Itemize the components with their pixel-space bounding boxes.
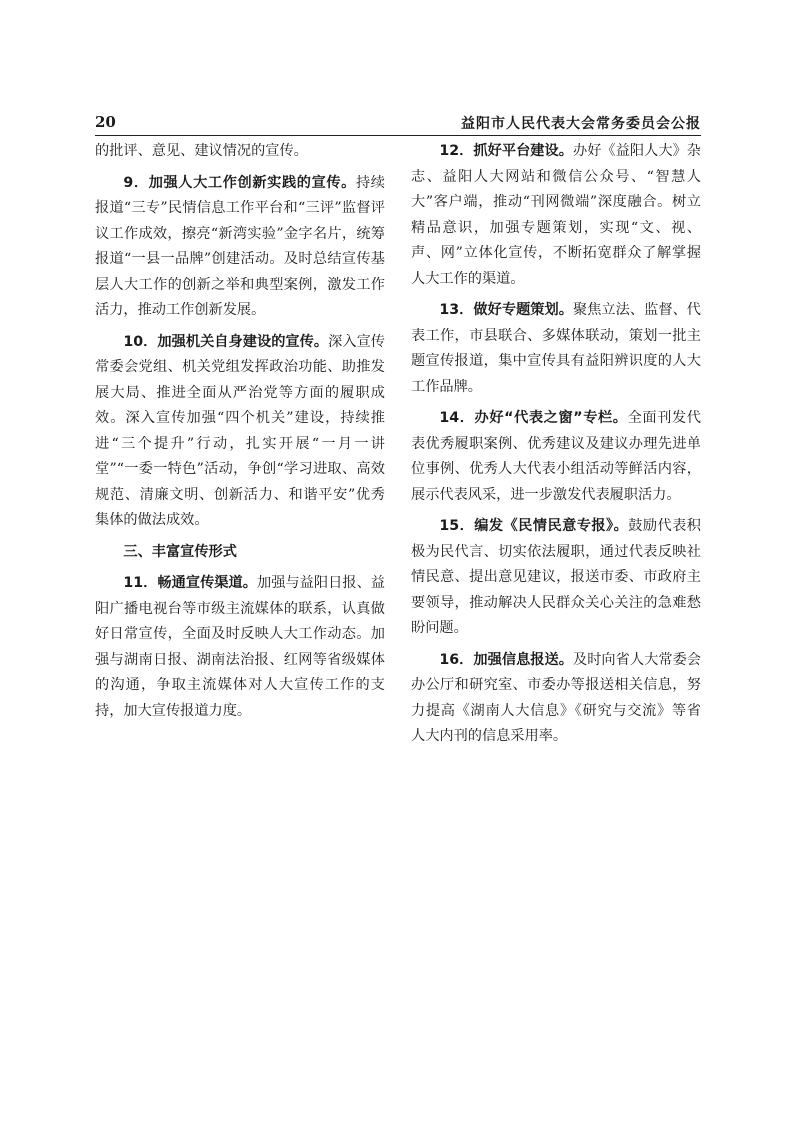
- paragraph-text: 鼓励代表积极为民代言、切实依法履职，通过代表反映社情民意、提出意见建议，报送市委、市政府主要领导，推动解决人民群众关心关注的急难愁盼问题。: [411, 518, 701, 636]
- paragraph-13: [411, 298, 701, 400]
- paragraph-text: 全面刊发代表优秀履职案例、优秀建议及建议办理先进单位事例、优秀人大代表小组活动等鲜活内容，展示代表风采，进一步激发代表履职活力。: [411, 410, 701, 503]
- paragraph-10: [95, 330, 385, 534]
- item-lead: 15．编发《民情民意专报》。: [439, 518, 629, 534]
- item-lead: 14．办好“代表之窗”专栏。: [439, 410, 628, 426]
- page-number: 20: [95, 113, 116, 131]
- paragraph-14: [411, 406, 701, 508]
- paragraph-continuation: [95, 139, 385, 165]
- page-header: [95, 113, 701, 136]
- item-lead: 16．加强信息报送。: [439, 651, 573, 668]
- item-lead: 12．抓好平台建设。: [439, 143, 573, 159]
- paragraph-12: [411, 139, 701, 292]
- item-lead: 9．加强人大工作创新实践的宣传。: [123, 174, 356, 191]
- journal-title: 益阳市人民代表大会常务委员会公报: [461, 116, 701, 132]
- paragraph-text: 深入宣传常委会党组、机关党组发挥政治功能、助推发展大局、推进全面从严治党等方面的履职成效。深入宣传加强“四个机关”建设，持续推进“三个提升”行动，扎实开展“一月一讲堂”“一委一特色”活动，争创“学习进取、高效规范、清廉文明、创新活力、和谐平安”优秀集体的做法成效。: [95, 333, 385, 528]
- item-lead: 13．做好专题策划。: [439, 302, 573, 318]
- paragraph-16: [411, 648, 701, 750]
- paragraph-text: 持续报道“三专”民情信息工作平台和“三评”监督评议工作成效，擦亮“新湾实验”金字名片，统筹报道“一县一品牌”创建活动。及时总结宣传基层人大工作的创新之举和典型案例，激发工作活力，推动工作创新发展。: [95, 174, 385, 318]
- paragraph-9: [95, 171, 385, 324]
- paragraph-text: 及时向省人大常委会办公厅和研究室、市委办等报送相关信息，努力提高《湖南人大信息》《研究与交流》等省人大内刊的信息采用率。: [411, 651, 701, 744]
- paragraph-11: [95, 571, 385, 724]
- left-column: [95, 139, 385, 730]
- paragraph-text: 加强与益阳日报、益阳广播电视台等市级主流媒体的联系，认真做好日常宣传，全面及时反映人大工作动态。加强与湖南日报、湖南法治报、红网等省级媒体的沟通，争取主流媒体对人大宣传工作的支持，加大宣传报道力度。: [95, 575, 385, 719]
- section-heading: 三、丰富宣传形式: [123, 543, 237, 560]
- paragraph-15: [411, 514, 701, 642]
- paragraph-text: 办好《益阳人大》杂志、益阳人大网站和微信公众号、“智慧人大”客户端，推动“刊网微端”深度融合。树立精品意识，加强专题策划，实现“文、视、声、网”立体化宣传，不断拓宽群众了解掌握人大工作的渠道。: [411, 143, 701, 287]
- item-lead: 11．畅通宣传渠道。: [123, 575, 257, 591]
- right-column: [411, 139, 701, 756]
- paragraph-text: 聚焦立法、监督、代表工作，市县联合、多媒体联动，策划一批主题宣传报道，集中宣传具有益阳辨识度的人大工作品牌。: [411, 302, 701, 395]
- item-lead: 10．加强机关自身建设的宣传。: [123, 333, 329, 350]
- paragraph-text: 的批评、意见、建议情况的宣传。: [95, 143, 308, 159]
